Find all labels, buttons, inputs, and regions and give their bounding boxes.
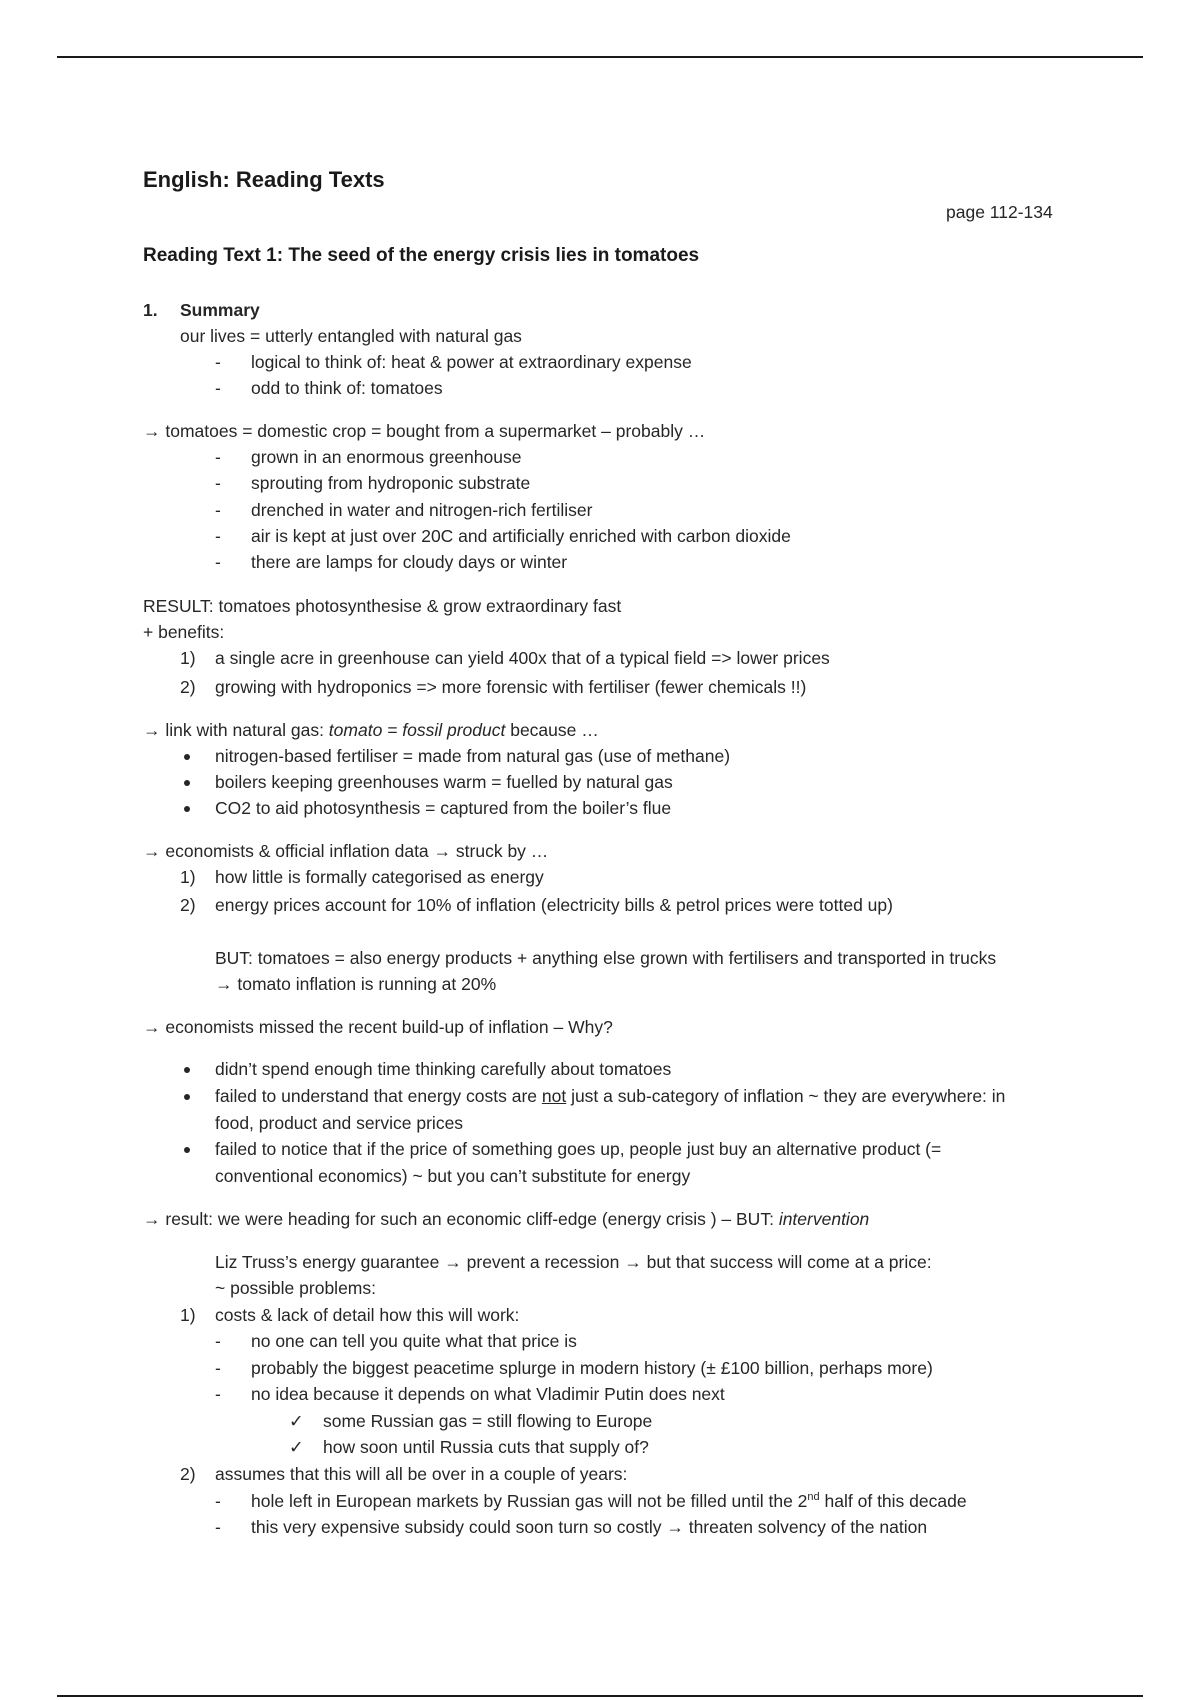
but-line: BUT: tomatoes = also energy products + anything else grown with fertilisers and transported in trucks <box>215 948 997 968</box>
list-number: 1) <box>180 867 196 887</box>
list-item: hole left in European markets by Russian gas will not be filled until the 2nd half of this decade <box>251 1491 967 1511</box>
missed-lead: → economists missed the recent build-up of inflation – Why? <box>143 1017 613 1037</box>
economists-lead: → economists & official inflation data → struck by … <box>143 841 549 861</box>
list-item: probably the biggest peacetime splurge in modern history (± £100 billion, perhaps more) <box>251 1358 933 1378</box>
list-item: nitrogen-based fertiliser = made from natural gas (use of methane) <box>215 746 731 766</box>
inflation-line: → tomato inflation is running at 20% <box>215 974 497 994</box>
arrow-icon: → <box>444 1252 462 1272</box>
list-item: some Russian gas = still flowing to Europe <box>323 1411 653 1431</box>
dash-marker: - <box>215 1384 221 1404</box>
doc-title: English: Reading Texts <box>143 167 385 192</box>
arrow-icon: → <box>215 974 233 994</box>
arrow-icon: → <box>143 841 161 861</box>
benefits-line: + benefits: <box>143 622 225 642</box>
dash-marker: - <box>215 447 221 467</box>
bullet-icon <box>184 1067 190 1073</box>
list-item: failed to notice that if the price of something goes up, people just buy an alternative product (= <box>215 1139 942 1159</box>
check-icon: ✓ <box>289 1411 304 1431</box>
list-item: a single acre in greenhouse can yield 400x that of a typical field => lower prices <box>215 648 830 668</box>
list-item: how little is formally categorised as energy <box>215 867 544 887</box>
list-item: growing with hydroponics => more forensic with fertiliser (fewer chemicals !!) <box>215 677 807 697</box>
dash-marker: - <box>215 378 221 398</box>
top-rule <box>57 56 1143 58</box>
arrow-icon: → <box>433 841 452 861</box>
dash-marker: - <box>215 352 221 372</box>
truss-line: Liz Truss’s energy guarantee → prevent a recession → but that success will come at a price: <box>215 1252 932 1272</box>
summary-intro: our lives = utterly entangled with natural gas <box>180 326 522 346</box>
dash-marker: - <box>215 1491 221 1511</box>
list-item-continuation: food, product and service prices <box>215 1113 464 1133</box>
list-item: air is kept at just over 20C and artificially enriched with carbon dioxide <box>251 526 791 546</box>
list-item: energy prices account for 10% of inflation (electricity bills & petrol prices were totted up) <box>215 895 893 915</box>
list-item: grown in an enormous greenhouse <box>251 447 522 467</box>
list-item: boilers keeping greenhouses warm = fuelled by natural gas <box>215 772 673 792</box>
dash-marker: - <box>215 1517 221 1537</box>
list-item: sprouting from hydroponic substrate <box>251 473 531 493</box>
list-number: 2) <box>180 677 196 697</box>
list-item: logical to think of: heat & power at extraordinary expense <box>251 352 692 372</box>
dash-marker: - <box>215 1331 221 1351</box>
dash-marker: - <box>215 526 221 546</box>
bullet-icon <box>184 780 190 786</box>
bullet-icon <box>184 806 190 812</box>
list-number: 1) <box>180 648 196 668</box>
arrow-icon: → <box>624 1252 642 1272</box>
summary-number: 1. <box>143 300 158 320</box>
page-reference: page 112-134 <box>946 202 1053 222</box>
arrow-icon: → <box>143 720 161 740</box>
list-number: 1) <box>180 1305 196 1325</box>
dash-marker: - <box>215 500 221 520</box>
cliff-lead: → result: we were heading for such an economic cliff-edge (energy crisis ) – BUT: intervention <box>143 1209 870 1229</box>
arrow-icon: → <box>143 1017 161 1037</box>
list-item: no one can tell you quite what that price is <box>251 1331 577 1351</box>
arrow-icon: → <box>143 421 161 441</box>
check-icon: ✓ <box>289 1437 304 1457</box>
arrow-icon: → <box>666 1517 684 1537</box>
dash-marker: - <box>215 552 221 572</box>
list-number: 2) <box>180 895 196 915</box>
list-item: drenched in water and nitrogen-rich fertiliser <box>251 500 593 520</box>
list-item: odd to think of: tomatoes <box>251 378 443 398</box>
dash-marker: - <box>215 1358 221 1378</box>
list-item: failed to understand that energy costs are not just a sub-category of inflation ~ they are everywhere: in <box>215 1086 1006 1106</box>
arrow-icon: → <box>143 1209 161 1229</box>
list-item-continuation: conventional economics) ~ but you can’t substitute for energy <box>215 1166 691 1186</box>
bullet-icon <box>184 754 190 760</box>
gas-link-lead: → link with natural gas: tomato = fossil product because … <box>143 720 599 740</box>
list-item: no idea because it depends on what Vladimir Putin does next <box>251 1384 725 1404</box>
list-item: how soon until Russia cuts that supply of? <box>323 1437 649 1457</box>
list-item: this very expensive subsidy could soon turn so costly → threaten solvency of the nation <box>251 1517 928 1537</box>
list-item: CO2 to aid photosynthesis = captured from the boiler’s flue <box>215 798 672 818</box>
result-line: RESULT: tomatoes photosynthesise & grow extraordinary fast <box>143 596 622 616</box>
list-item: didn’t spend enough time thinking carefully about tomatoes <box>215 1059 672 1079</box>
list-number: 2) <box>180 1464 196 1484</box>
list-item: assumes that this will all be over in a couple of years: <box>215 1464 628 1484</box>
reading-title: Reading Text 1: The seed of the energy crisis lies in tomatoes <box>143 245 700 266</box>
bullet-icon <box>184 1094 190 1100</box>
list-item: costs & lack of detail how this will work: <box>215 1305 520 1325</box>
problems-line: ~ possible problems: <box>215 1278 376 1298</box>
tomatoes-lead: → tomatoes = domestic crop = bought from a supermarket – probably … <box>143 421 706 441</box>
dash-marker: - <box>215 473 221 493</box>
list-item: there are lamps for cloudy days or winter <box>251 552 568 572</box>
bottom-rule <box>57 1695 1143 1697</box>
bullet-icon <box>184 1147 190 1153</box>
summary-heading: Summary <box>180 300 260 320</box>
